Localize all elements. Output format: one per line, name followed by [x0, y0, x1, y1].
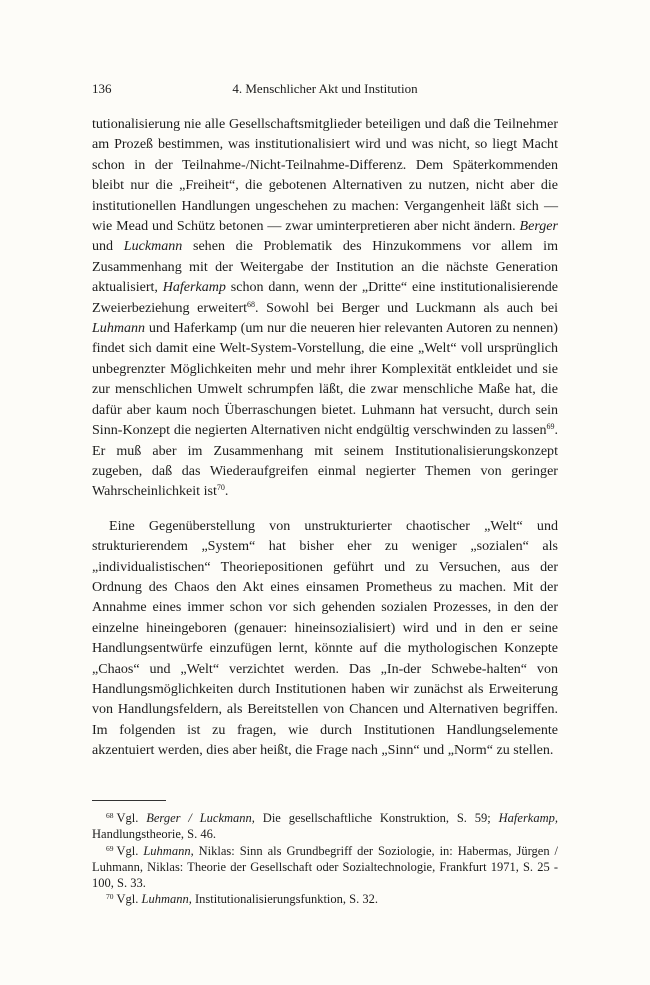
footnote	[92, 810, 558, 843]
main-text	[92, 114, 558, 761]
text-run: und	[92, 238, 124, 255]
footnote-number: 68	[106, 811, 114, 820]
footnote-ref[interactable]: 69	[546, 422, 555, 432]
footnote-rule	[92, 800, 166, 801]
footnote-number: 69	[106, 843, 114, 853]
running-title: 4. Menschlicher Akt und Institution	[232, 81, 418, 96]
italic-author: Berger	[519, 218, 558, 235]
text-run: Niklas: Sinn als Grundbegriff der Soziologie, in: Habermas, Jürgen / Luhmann, Niklas: Theorie der Gesellschaft oder Sozialtechnologie, Frankfurt 1971, S. 25 - 100, S. 33.	[92, 843, 559, 891]
text-run: Institutionalisierungsfunktion, S. 32.	[191, 892, 378, 907]
italic-author: Luckmann	[123, 238, 183, 255]
text-run: Vgl.	[116, 811, 147, 825]
text-run: Handlungstheorie, S. 46.	[92, 827, 216, 842]
italic-author: Berger / Luckmann,	[146, 811, 255, 825]
italic-author: Luhmann,	[141, 892, 192, 907]
text-run: und Haferkamp (um nur die neueren hier relevanten Autoren zu nennen) findet sich damit eine Welt-System-Vorstellung, die eine „Welt“ voll ursprünglich unbegrenzter Möglichkeiten mehr und mehr ihrer Komplexität entkleidet und sie zur menschlichen Umwelt schrumpfen läßt, die zwar menschliche Maße hat, die dafür aber kaum noch Überraschungen bietet. Luhmann hat versucht, durch sein Sinn-Konzept die negierten Alternativen nicht endgültig verschwinden zu lassen	[92, 320, 558, 439]
text-run: .	[224, 483, 229, 500]
page-number: 136	[92, 81, 112, 96]
text-run: sehen die Problematik des Hinzukommens vor allem im Zusammenhang mit der Weitergabe der Institution an die nächste Generation aktualisiert,	[92, 238, 558, 296]
text-run: Die gesellschaftliche Konstruktion, S. 59;	[254, 811, 499, 825]
italic-author: Luhmann,	[143, 843, 194, 858]
footnotes	[92, 810, 558, 908]
text-run: schon dann, wenn der „Dritte“ eine institutionalisierende Zweierbeziehung erweitert	[92, 279, 558, 316]
paragraph	[92, 114, 558, 502]
footnote	[92, 891, 558, 907]
text-run: tutionalisierung nie alle Gesellschaftsmitglieder beteiligen und daß die Teilnehmer am Prozeß bestimmen, was institutionalisiert wird und was nicht, so liegt Macht schon in der Teilnahme-/Nicht-Teilnahme-Differenz. Dem Späterkommenden bleibt nur die „Freiheit“, die gebotenen Alternativen zu nutzen, nicht aber die institutionellen Handlungen ungeschehen zu machen: Vergangenheit läßt sich — wie Mead und Schütz betonen — zwar uminterpretieren aber nicht ändern.	[92, 116, 558, 235]
italic-author: Luhmann	[92, 320, 146, 337]
paragraph: Eine Gegenüberstellung von unstrukturierter chaotischer „Welt“ und strukturierendem „System“ hat bisher eher zu weniger „sozialen“ als „individualistischen“ Theoriepositionen geführt und zu Versuchen, aus der Ordnung des Chaos den Akt eines einsamen Prometheus zu machen. Mit der Annahme eines immer schon vor sich gehenden sozialen Prozesses, in den der einzelne hineingeboren (genauer: hineinsozialisiert) wird und in den er seine Handlungsentwürfe einzufügen lernt, könnte auf die mythologischen Konzepte „Chaos“ und „Welt“ verzichtet werden. Das „In-der Schwebe-halten“ von Handlungsmöglichkeiten durch Institutionen haben wir zunächst als Erweiterung von Handlungsfeldern, als Bereitstellen von Chancen und Alternativen begriffen. Im folgenden ist zu fragen, wie durch Institutionen Handlungselemente akzentuiert werden, dies aber heißt, die Frage nach „Sinn“ und „Norm“ zu stellen.	[92, 517, 558, 759]
footnote-ref[interactable]: 70	[216, 483, 225, 493]
italic-author: Haferkamp	[162, 279, 226, 296]
footnote-number: 70	[106, 892, 114, 902]
text-run: . Sowohl bei Berger und Luckmann als auch bei	[255, 299, 558, 316]
text-run: . Er muß aber im Zusammenhang mit seinem Institutionalisierungskonzept zugeben, daß das Wiederaufgreifen einmal negierter Themen von geringer Wahrscheinlichkeit ist	[92, 422, 558, 500]
italic-author: Haferkamp,	[498, 811, 559, 825]
text-run: Vgl.	[116, 843, 144, 858]
text-run: Vgl.	[116, 892, 142, 907]
footnote-ref[interactable]: 68	[247, 299, 256, 309]
footnote	[92, 843, 558, 892]
